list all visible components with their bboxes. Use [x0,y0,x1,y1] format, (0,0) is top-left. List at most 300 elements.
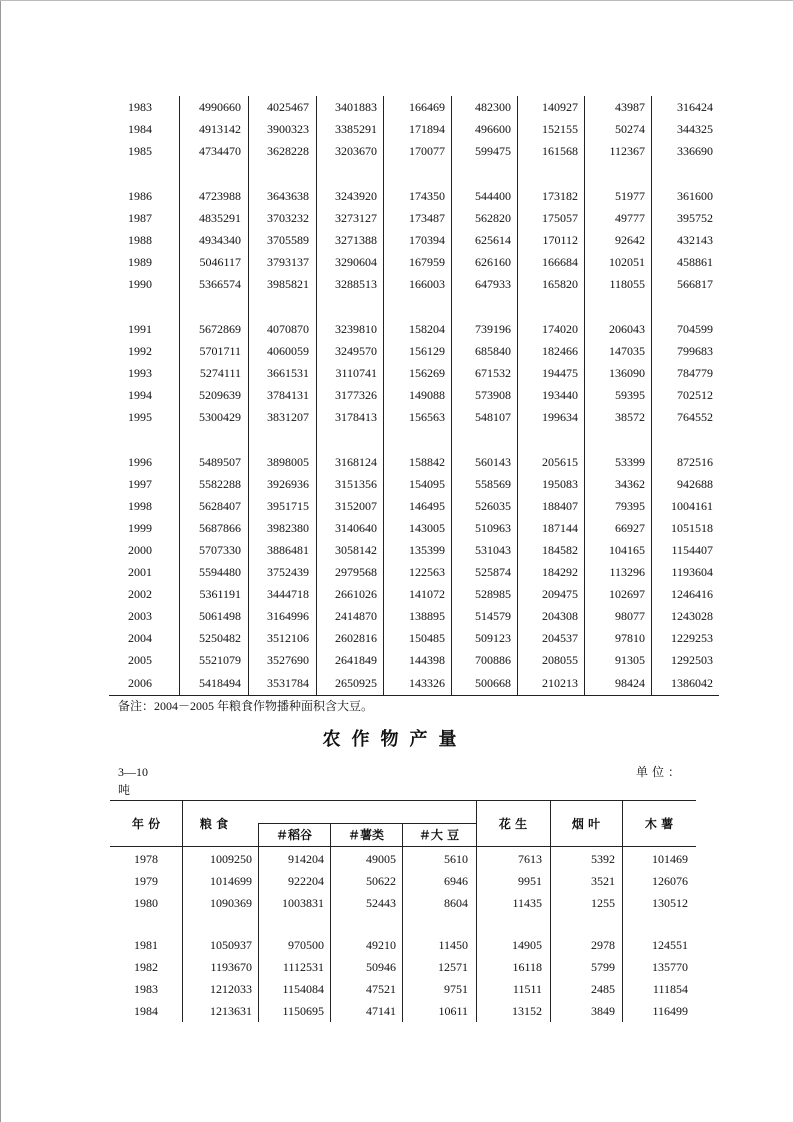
table-cell: 647933 [475,277,511,291]
table-cell: 3703232 [267,211,309,225]
row-year: 1995 [128,410,152,424]
table-cell: 98424 [615,676,645,690]
table-cell: 558569 [475,477,511,491]
table-cell: 3271388 [335,233,377,247]
table-cell: 496600 [475,122,511,136]
table-cell: 184292 [542,565,578,579]
table-cell: 3527690 [267,653,309,667]
table-cell: 3521 [591,874,615,888]
table-cell: 458861 [677,255,713,269]
table-cell: 3926936 [267,477,309,491]
row-year: 1984 [134,1004,158,1018]
table-cell: 91305 [615,653,645,667]
row-year: 1981 [134,938,158,952]
table-cell: 626160 [475,255,511,269]
table-cell: 101469 [652,852,688,866]
column-divider [330,823,331,1022]
header-top-rule [110,800,696,801]
table-cell: 51977 [615,189,645,203]
table-cell: 702512 [677,388,713,402]
table-cell: 14905 [512,938,542,952]
column-divider [179,96,180,696]
table-cell: 510963 [475,521,511,535]
header-tobacco: 烟 叶 [571,817,601,831]
table-cell: 92642 [615,233,645,247]
table-cell: 432143 [677,233,713,247]
page-border-top [0,0,793,1]
table-cell: 560143 [475,455,511,469]
table-cell: 500668 [475,676,511,690]
column-divider [451,96,452,696]
table-cell: 141072 [409,587,445,601]
table-cell: 3177326 [335,388,377,402]
row-year: 1978 [134,852,158,866]
table-cell: 3705589 [267,233,309,247]
table-cell: 210213 [542,676,578,690]
table-cell: 6946 [444,874,468,888]
table-cell: 173487 [409,211,445,225]
table-cell: 922204 [288,874,324,888]
table-cell: 170112 [542,233,578,247]
table-cell: 1255 [591,896,615,910]
row-year: 1993 [128,366,152,380]
table-cell: 50946 [366,960,396,974]
table-cell: 2602816 [335,631,377,645]
table-cell: 4913142 [199,122,241,136]
table-cell: 1154084 [282,982,324,996]
table-cell: 175057 [542,211,578,225]
header-grain: 粮 食 [199,817,229,831]
column-divider [476,800,477,1022]
table-cell: 4060059 [267,344,309,358]
table-cell: 136090 [609,366,645,380]
table-cell: 2485 [591,982,615,996]
table-cell: 3784131 [267,388,309,402]
table-cell: 1003831 [282,896,324,910]
table-cell: 1112531 [282,960,324,974]
column-divider [622,800,623,1022]
table-cell: 5582288 [199,477,241,491]
table-cell: 3203670 [335,144,377,158]
table-cell: 144398 [409,653,445,667]
table-cell: 204308 [542,609,578,623]
table-cell: 3152007 [335,499,377,513]
table-cell: 3531784 [267,676,309,690]
table-cell: 3985821 [267,277,309,291]
table-cell: 526035 [475,499,511,513]
row-year: 1979 [134,874,158,888]
column-divider [402,823,403,1022]
table-cell: 102051 [609,255,645,269]
table-cell: 135770 [652,960,688,974]
table-cell: 2661026 [335,587,377,601]
table-cell: 13152 [512,1004,542,1018]
table-cell: 138895 [409,609,445,623]
table-cell: 104165 [609,543,645,557]
table-cell: 97810 [615,631,645,645]
table-cell: 764552 [677,410,713,424]
table-cell: 1193670 [210,960,252,974]
table-cell: 1386042 [671,676,713,690]
table-cell: 11435 [512,896,542,910]
table-cell: 3900323 [267,122,309,136]
table-cell: 167959 [409,255,445,269]
table-cell: 5701711 [199,344,241,358]
table-cell: 49777 [615,211,645,225]
row-year: 2003 [128,609,152,623]
table-cell: 514579 [475,609,511,623]
table-cell: 1004161 [671,499,713,513]
table-cell: 130512 [652,896,688,910]
table-cell: 174350 [409,189,445,203]
table-cell: 195083 [542,477,578,491]
table-cell: 4934340 [199,233,241,247]
table-cell: 3168124 [335,455,377,469]
page-border-left [0,0,1,1122]
table-cell: 1193604 [671,565,713,579]
table-cell: 562820 [475,211,511,225]
table-cell: 11511 [512,982,542,996]
table-cell: 143005 [409,521,445,535]
table-cell: 193440 [542,388,578,402]
table-cell: 1229253 [671,631,713,645]
table-cell: 3164996 [267,609,309,623]
table-cell: 5610 [444,852,468,866]
table-cell: 11450 [438,938,468,952]
table-cell: 209475 [542,587,578,601]
table-cell: 171894 [409,122,445,136]
table-cell: 566817 [677,277,713,291]
table-cell: 3140640 [335,521,377,535]
table-cell: 5061498 [199,609,241,623]
table-cell: 361600 [677,189,713,203]
row-year: 1999 [128,521,152,535]
row-year: 1986 [128,189,152,203]
row-year: 1989 [128,255,152,269]
table-cell: 10611 [438,1004,468,1018]
table-cell: 5672869 [199,322,241,336]
table-cell: 170394 [409,233,445,247]
table-cell: 3385291 [335,122,377,136]
table-cell: 166684 [542,255,578,269]
table-cell: 206043 [609,322,645,336]
table-cell: 174020 [542,322,578,336]
table-cell: 3273127 [335,211,377,225]
table-cell: 112367 [609,144,645,158]
row-year: 1983 [134,982,158,996]
table-cell: 194475 [542,366,578,380]
table-cell: 16118 [512,960,542,974]
table-cell: 5628407 [199,499,241,513]
table-cell: 1292503 [671,653,713,667]
table-cell: 1090369 [210,896,252,910]
table-cell: 4734470 [199,144,241,158]
table-cell: 2978 [591,938,615,952]
table-cell: 3239810 [335,322,377,336]
table-cell: 4723988 [199,189,241,203]
table-cell: 5274111 [199,366,241,380]
table-cell: 3249570 [335,344,377,358]
table-cell: 3178413 [335,410,377,424]
table-cell: 3661531 [267,366,309,380]
table-cell: 3058142 [335,543,377,557]
table-cell: 528985 [475,587,511,601]
table-cell: 49210 [366,938,396,952]
table-cell: 3752439 [267,565,309,579]
row-year: 1990 [128,277,152,291]
table-cell: 3951715 [267,499,309,513]
table-cell: 5418494 [199,676,241,690]
row-year: 2005 [128,653,152,667]
table-cell: 2641849 [335,653,377,667]
table-cell: 482300 [475,100,511,114]
table-cell: 3643638 [267,189,309,203]
table-footnote: 备注：2004－2005 年粮食作物播种面积含大豆。 [118,699,374,713]
table-cell: 52443 [366,896,396,910]
header-sub-rule [258,823,476,824]
table-cell: 173182 [542,189,578,203]
table-cell: 199634 [542,410,578,424]
table-cell: 152155 [542,122,578,136]
table-cell: 5046117 [199,255,241,269]
table-cell: 671532 [475,366,511,380]
column-divider [248,96,249,696]
table-cell: 113296 [609,565,645,579]
table-cell: 599475 [475,144,511,158]
table-cell: 5300429 [199,410,241,424]
table-cell: 5209639 [199,388,241,402]
table-cell: 135399 [409,543,445,557]
table-cell: 154095 [409,477,445,491]
table-number: 3—10 [118,765,148,779]
header-soybean: ＃大 豆 [418,828,460,842]
area-table [109,96,719,696]
table-cell: 872516 [677,455,713,469]
section-title: 农作物产量 [322,729,468,750]
table-cell: 166469 [409,100,445,114]
table-cell: 165820 [542,277,578,291]
table-cell: 739196 [475,322,511,336]
table-cell: 156129 [409,344,445,358]
table-cell: 111854 [652,982,688,996]
table-bottom-rule [109,695,719,696]
table-cell: 43987 [615,100,645,114]
table-cell: 205615 [542,455,578,469]
column-divider [550,800,551,1022]
table-cell: 3898005 [267,455,309,469]
table-cell: 5799 [591,960,615,974]
table-cell: 146495 [409,499,445,513]
table-cell: 625614 [475,233,511,247]
table-cell: 548107 [475,410,511,424]
table-cell: 79395 [615,499,645,513]
table-cell: 1050937 [210,938,252,952]
header-cassava: 木 薯 [644,817,674,831]
table-cell: 525874 [475,565,511,579]
table-cell: 184582 [542,543,578,557]
header-bottom-rule [110,846,696,847]
table-cell: 395752 [677,211,713,225]
table-cell: 12571 [438,960,468,974]
table-cell: 531043 [475,543,511,557]
table-cell: 143326 [409,676,445,690]
table-cell: 158842 [409,455,445,469]
table-cell: 34362 [615,477,645,491]
table-cell: 1009250 [210,852,252,866]
table-cell: 1213631 [210,1004,252,1018]
row-year: 1991 [128,322,152,336]
table-cell: 5366574 [199,277,241,291]
table-cell: 3512106 [267,631,309,645]
table-cell: 344325 [677,122,713,136]
table-cell: 208055 [542,653,578,667]
table-cell: 124551 [652,938,688,952]
table-cell: 3831207 [267,410,309,424]
table-cell: 799683 [677,344,713,358]
table-cell: 5521079 [199,653,241,667]
table-cell: 784779 [677,366,713,380]
table-cell: 4835291 [199,211,241,225]
table-cell: 316424 [677,100,713,114]
row-year: 1994 [128,388,152,402]
row-year: 1987 [128,211,152,225]
column-divider [584,96,585,696]
table-cell: 336690 [677,144,713,158]
table-cell: 5594480 [199,565,241,579]
unit-value: 吨 [118,783,131,797]
table-cell: 3444718 [267,587,309,601]
row-year: 2001 [128,565,152,579]
table-cell: 150485 [409,631,445,645]
table-cell: 182466 [542,344,578,358]
table-cell: 2414870 [335,609,377,623]
table-cell: 7613 [518,852,542,866]
row-year: 1997 [128,477,152,491]
table-cell: 3628228 [267,144,309,158]
table-cell: 700886 [475,653,511,667]
table-cell: 4025467 [267,100,309,114]
table-cell: 1014699 [210,874,252,888]
table-cell: 50274 [615,122,645,136]
table-cell: 156269 [409,366,445,380]
table-cell: 2650925 [335,676,377,690]
table-cell: 38572 [615,410,645,424]
header-rice: ＃稻谷 [275,828,312,842]
table-cell: 509123 [475,631,511,645]
table-cell: 1150695 [282,1004,324,1018]
table-cell: 188407 [542,499,578,513]
table-cell: 5250482 [199,631,241,645]
table-cell: 3110741 [335,366,377,380]
table-cell: 2979568 [335,565,377,579]
column-divider [651,96,652,696]
column-divider [383,96,384,696]
table-cell: 102697 [609,587,645,601]
table-cell: 3288513 [335,277,377,291]
table-cell: 9751 [444,982,468,996]
table-cell: 914204 [288,852,324,866]
table-cell: 140927 [542,100,578,114]
column-divider [316,96,317,696]
table-cell: 204537 [542,631,578,645]
table-cell: 5687866 [199,521,241,535]
table-cell: 544400 [475,189,511,203]
column-divider [258,823,259,1022]
table-cell: 3401883 [335,100,377,114]
table-cell: 3886481 [267,543,309,557]
row-year: 1984 [128,122,152,136]
row-year: 2002 [128,587,152,601]
row-year: 1996 [128,455,152,469]
table-cell: 685840 [475,344,511,358]
table-cell: 1212033 [210,982,252,996]
table-cell: 573908 [475,388,511,402]
table-cell: 116499 [652,1004,688,1018]
table-cell: 3290604 [335,255,377,269]
table-cell: 9951 [518,874,542,888]
table-cell: 3151356 [335,477,377,491]
column-divider [517,96,518,696]
table-cell: 158204 [409,322,445,336]
row-year: 1998 [128,499,152,513]
table-cell: 47521 [366,982,396,996]
table-cell: 1246416 [671,587,713,601]
table-cell: 149088 [409,388,445,402]
table-cell: 3793137 [267,255,309,269]
table-cell: 98077 [615,609,645,623]
table-cell: 122563 [409,565,445,579]
table-cell: 4070870 [267,322,309,336]
row-year: 1985 [128,144,152,158]
header-peanut: 花 生 [498,817,528,831]
row-year: 1982 [134,960,158,974]
table-cell: 970500 [288,938,324,952]
table-cell: 1243028 [671,609,713,623]
table-cell: 704599 [677,322,713,336]
table-cell: 53399 [615,455,645,469]
table-cell: 118055 [609,277,645,291]
table-cell: 59395 [615,388,645,402]
table-cell: 5392 [591,852,615,866]
row-year: 1983 [128,100,152,114]
table-cell: 166003 [409,277,445,291]
row-year: 1992 [128,344,152,358]
table-cell: 5489507 [199,455,241,469]
table-cell: 156563 [409,410,445,424]
row-year: 1988 [128,233,152,247]
table-cell: 5361191 [199,587,241,601]
table-cell: 187144 [542,521,578,535]
table-cell: 3243920 [335,189,377,203]
table-cell: 170077 [409,144,445,158]
table-cell: 4990660 [199,100,241,114]
row-year: 1980 [134,896,158,910]
table-cell: 147035 [609,344,645,358]
table-cell: 8604 [444,896,468,910]
header-year: 年 份 [131,817,161,831]
crop-output-table [110,800,696,1022]
row-year: 2004 [128,631,152,645]
table-cell: 126076 [652,874,688,888]
table-cell: 1154407 [671,543,713,557]
row-year: 2000 [128,543,152,557]
table-cell: 66927 [615,521,645,535]
table-cell: 5707330 [199,543,241,557]
table-cell: 942688 [677,477,713,491]
table-cell: 47141 [366,1004,396,1018]
row-year: 2006 [128,676,152,690]
table-cell: 1051518 [671,521,713,535]
